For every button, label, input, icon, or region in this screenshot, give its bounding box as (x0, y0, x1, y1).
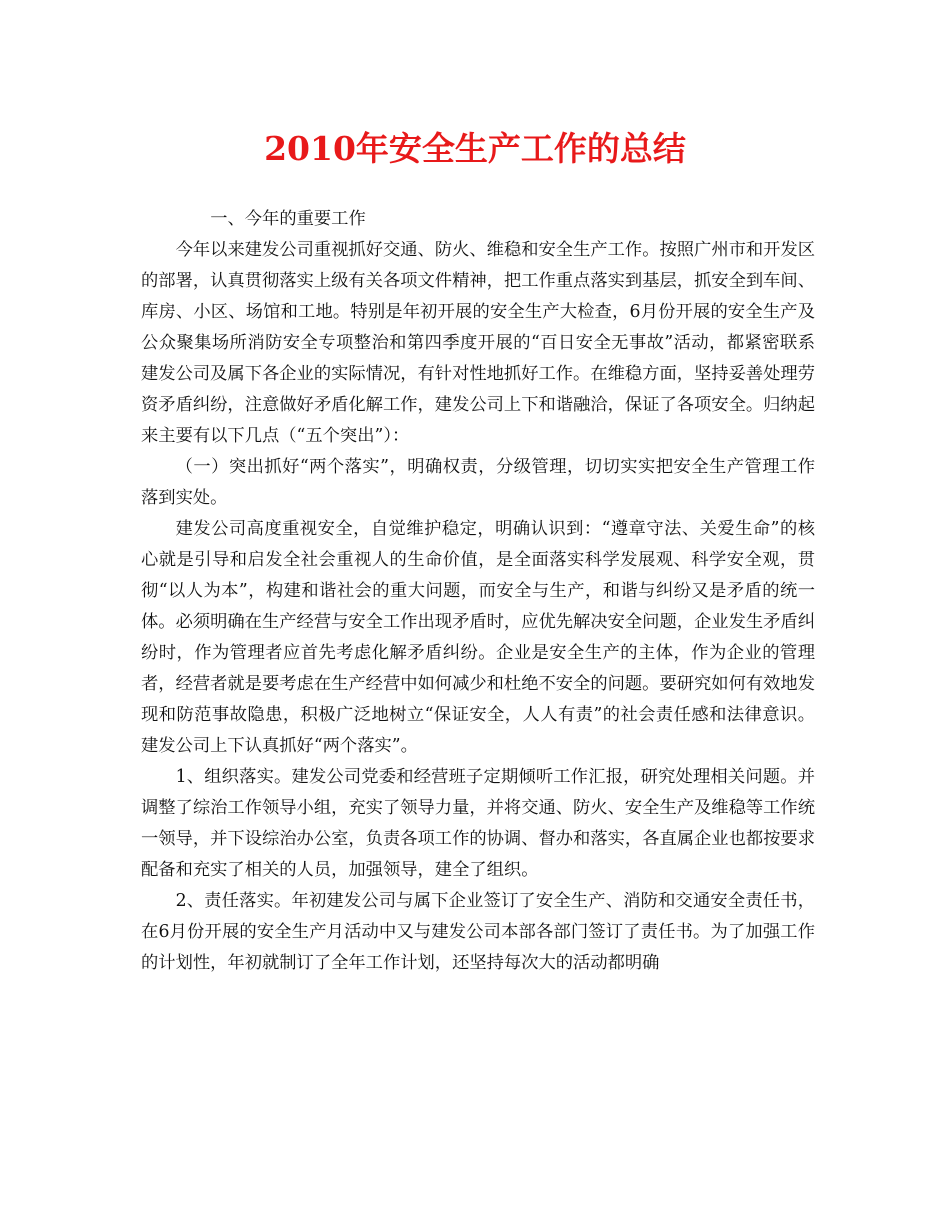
paragraph: 2、责任落实。年初建发公司与属下企业签订了安全生产、消防和交通安全责任书，在6月份开展的安全生产月活动中又与建发公司本部各部门签订了责任书。为了加强工作的计划性，年初就制订了全年工作计划，还坚持每次大的活动都明确 (141, 891, 815, 973)
subsection-heading: （一）突出抓好“两个落实”，明确权责，分级管理，切切实实把安全生产管理工作落到实处。 (141, 457, 815, 508)
paragraph: 建发公司高度重视安全，自觉维护稳定，明确认识到：“遵章守法、关爱生命”的核心就是引导和启发全社会重视人的生命价值，是全面落实科学发展观、科学安全观，贯彻“以人为本”，构建和谐社会的重大问题，而安全与生产，和谐与纠纷又是矛盾的统一体。必须明确在生产经营与安全工作出现矛盾时，应优先解决安全问题，企业发生矛盾纠纷时，作为管理者应首先考虑化解矛盾纠纷。企业是安全生产的主体，作为企业的管理者，经营者就是要考虑在生产经营中如何减少和杜绝不安全的问题。要研究如何有效地发现和防范事故隐患，积极广泛地树立“保证安全，人人有责”的社会责任感和法律意识。建发公司上下认真抓好“两个落实”。 (141, 519, 815, 756)
paragraph: 1、组织落实。建发公司党委和经营班子定期倾听工作汇报，研究处理相关问题。并调整了综治工作领导小组，充实了领导力量，并将交通、防火、安全生产及维稳等工作统一领导，并下设综治办公室，负责各项工作的协调、督办和落实，各直属企业也都按要求配备和充实了相关的人员，加强领导，建全了组织。 (141, 767, 815, 880)
document-title: 2010年安全生产工作的总结 (264, 129, 686, 168)
document-body (141, 204, 815, 979)
section-heading: 一、今年的重要工作 (210, 209, 366, 229)
paragraph: 今年以来建发公司重视抓好交通、防火、维稳和安全生产工作。按照广州市和开发区的部署，认真贯彻落实上级有关各项文件精神，把工作重点落实到基层，抓安全到车间、库房、小区、场馆和工地。特别是年初开展的安全生产大检查，6月份开展的安全生产及公众聚集场所消防安全专项整治和第四季度开展的“百日安全无事故”活动，都紧密联系建发公司及属下各企业的实际情况，有针对性地抓好工作。在维稳方面，坚持妥善处理劳资矛盾纠纷，注意做好矛盾化解工作，建发公司上下和谐融洽，保证了各项安全。归纳起来主要有以下几点（“五个突出”）： (141, 240, 816, 446)
